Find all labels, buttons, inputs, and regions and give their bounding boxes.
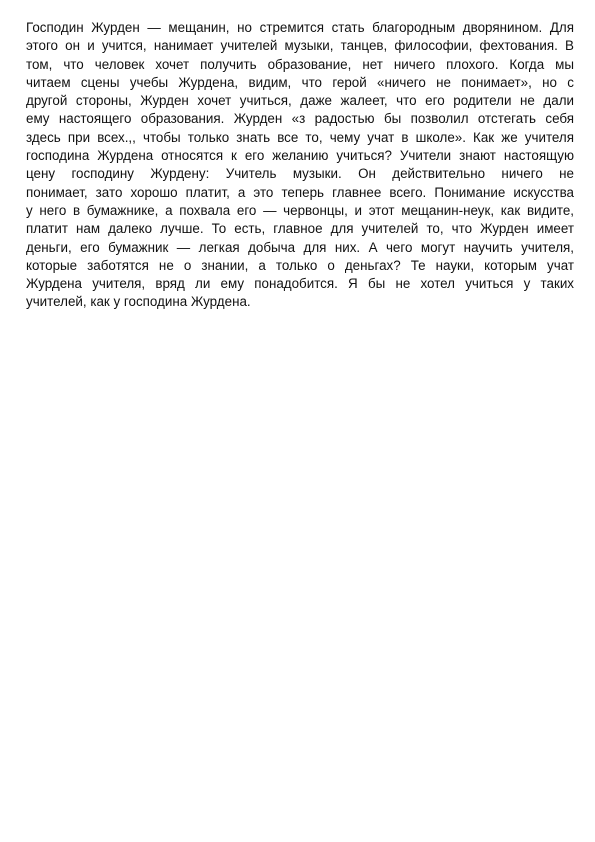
paragraph-line: читаем сцены учебы Журдена, видим, что герой «ничего не понимает», но с xyxy=(26,74,574,90)
paragraph-line: цену господину Журдену: Учитель музыки. Он действительно ничего не xyxy=(26,166,574,182)
paragraph-line: Господин Журден — мещанин, но стремится стать благородным дворянином. Для xyxy=(26,20,574,35)
paragraph-line: другой стороны, Журден хочет учиться, даже жалеет, что его родители не дали xyxy=(26,93,574,109)
paragraph-line: здесь при всех.,, чтобы только знать все то, чему учат в школе». Как же учителя xyxy=(26,129,574,145)
paragraph-line: этого он и учится, нанимает учителей музыки, танцев, философии, фехтования. В xyxy=(26,38,574,54)
essay-paragraph xyxy=(26,19,574,312)
paragraph-line: деньги, его бумажник — легкая добыча для них. А чего могут научить учителя, xyxy=(26,239,574,255)
paragraph-line: которые заботятся не о знании, а только о деньгах? Те науки, которым учат xyxy=(26,257,574,273)
paragraph-last-line: учителей, как у господина Журдена. xyxy=(26,294,251,310)
paragraph-line: господина Журдена относятся к его желанию учиться? Учители знают настоящую xyxy=(26,148,574,164)
paragraph-line: у него в бумажнике, а похвала его — червонцы, и этот мещанин-неук, как видите, xyxy=(26,202,574,218)
paragraph-line: платит нам далеко лучше. То есть, главное для учителей то, что Журден имеет xyxy=(26,221,574,237)
paragraph-line: том, что человек хочет получить образование, нет ничего плохого. Когда мы xyxy=(26,56,574,72)
paragraph-line: Журдена учителя, вряд ли ему понадобится. Я бы не хотел учиться у таких xyxy=(26,276,574,292)
paragraph-line: понимает, зато хорошо платит, а это теперь главнее всего. Понимание искусства xyxy=(26,184,574,200)
paragraph-line: ему настоящего образования. Журден «з радостью бы позволил отстегать себя xyxy=(26,111,574,127)
